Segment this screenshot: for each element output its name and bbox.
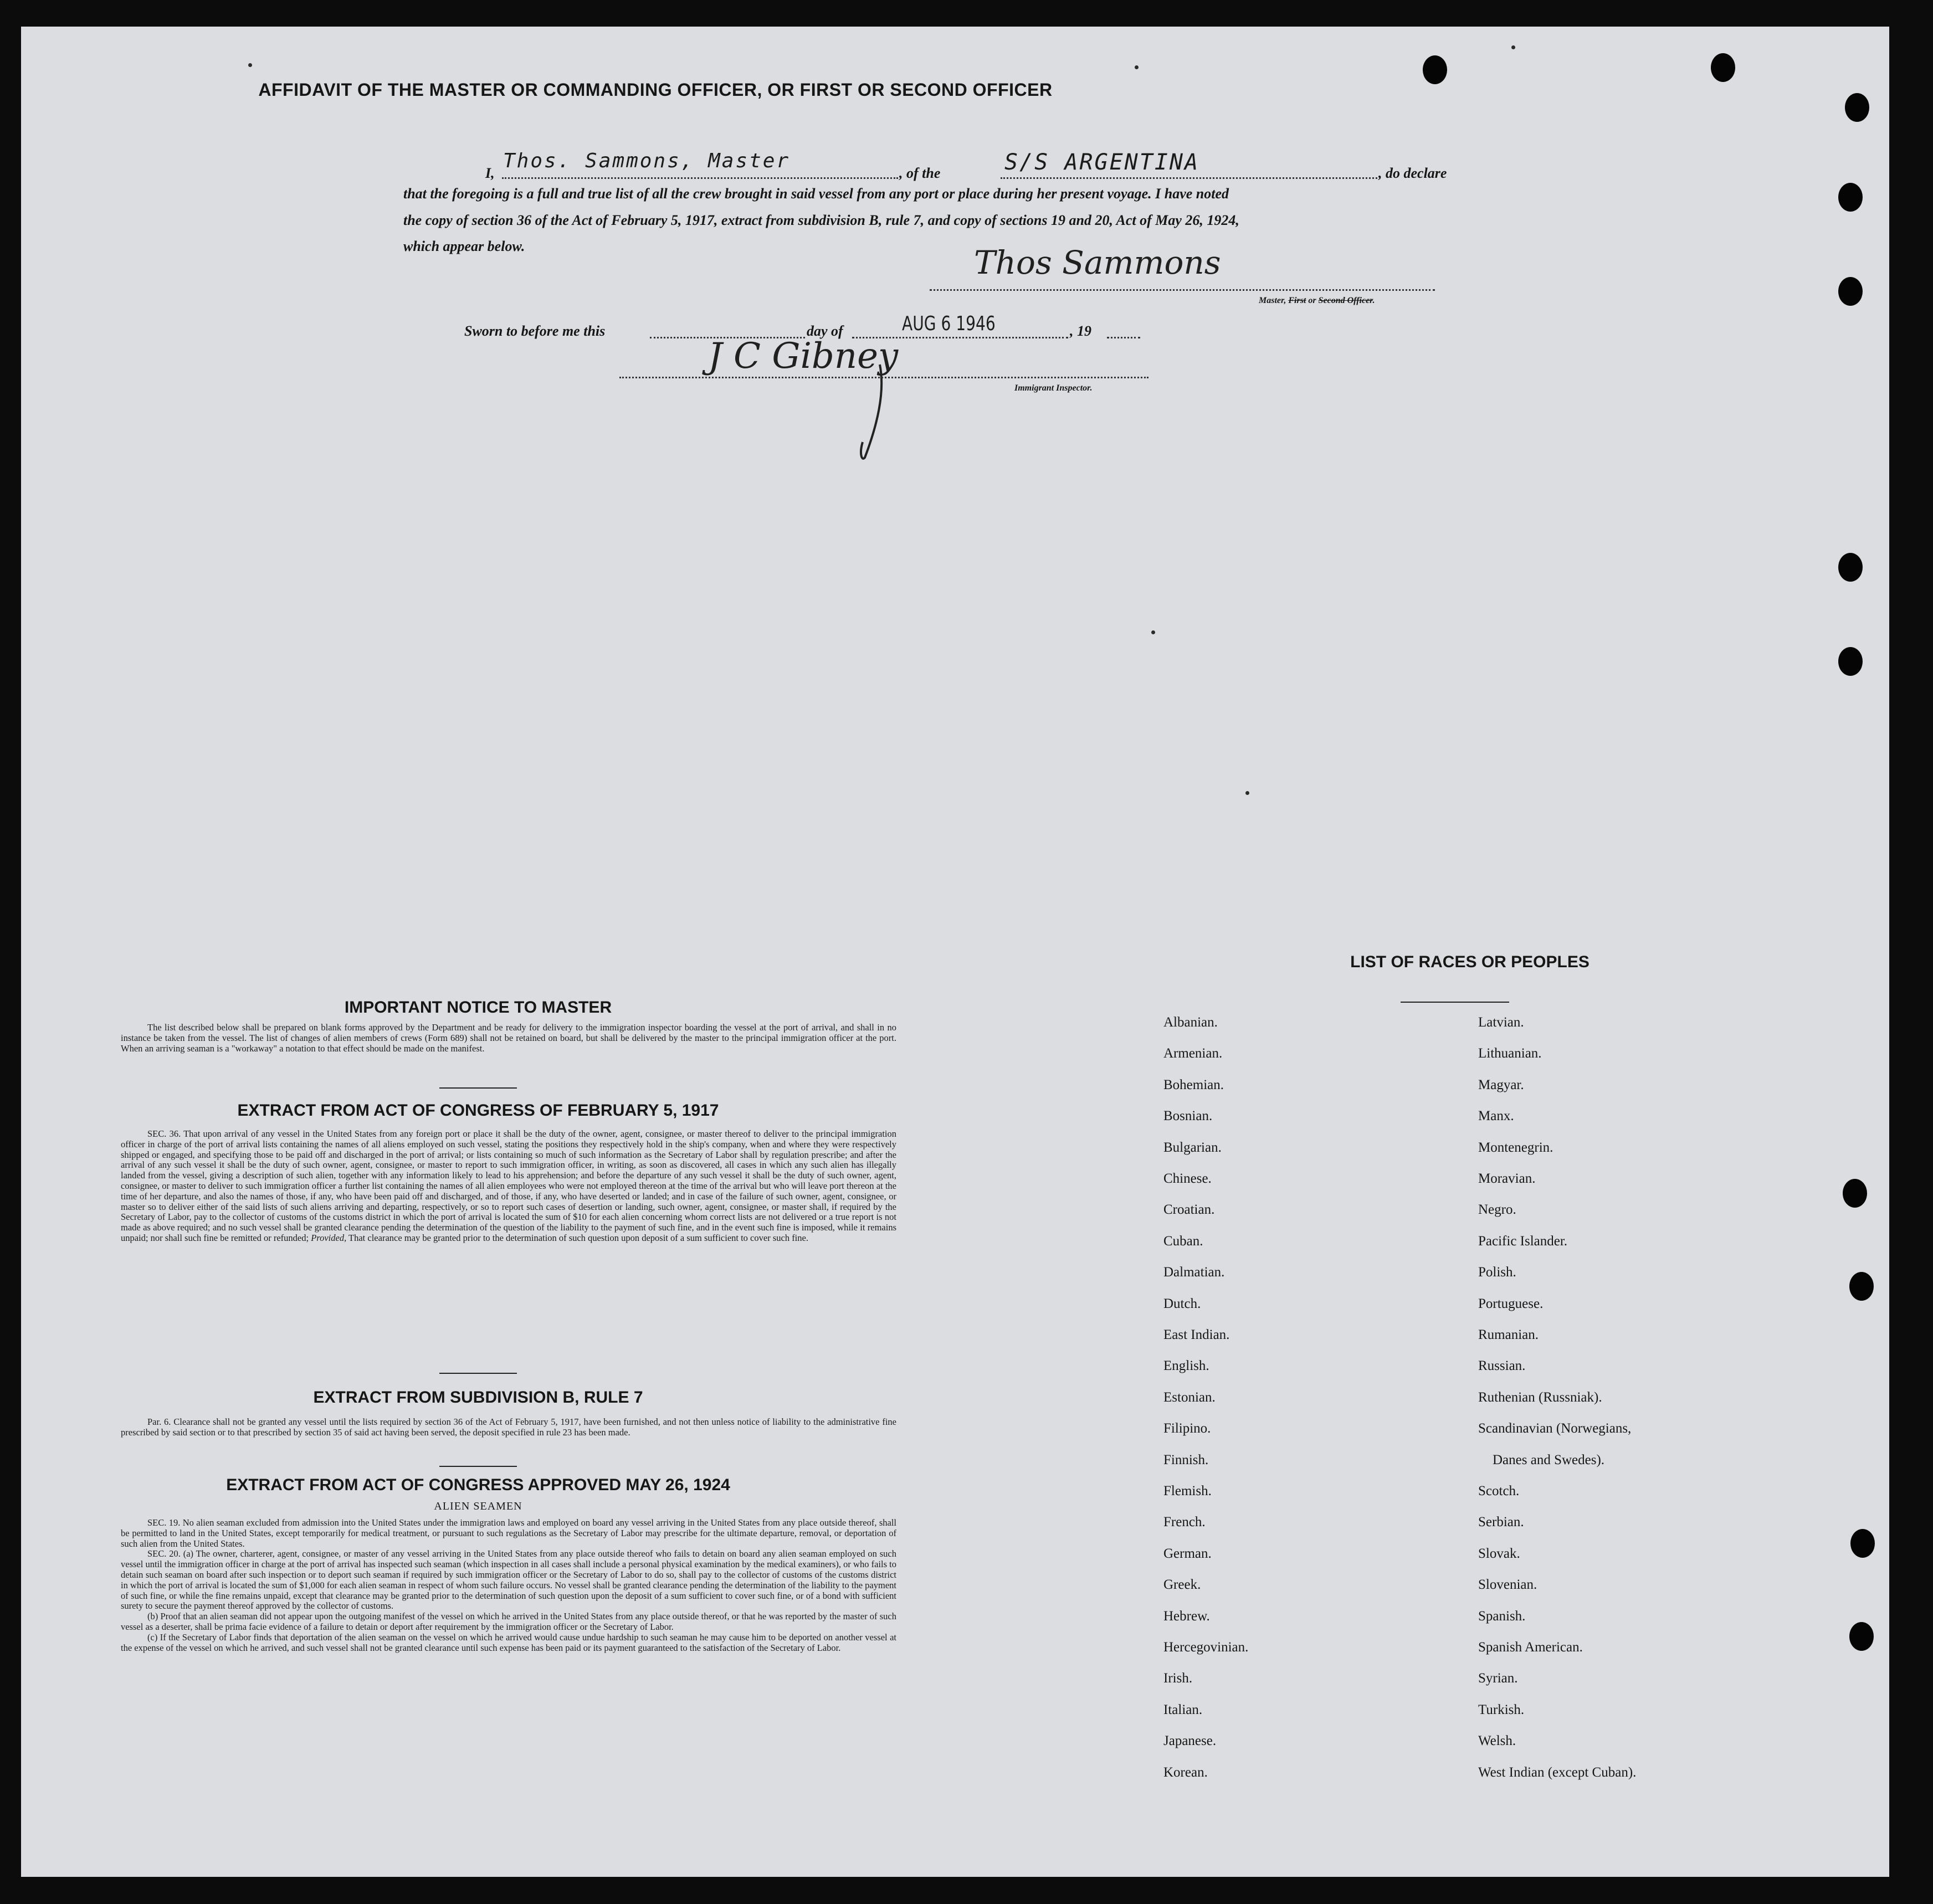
sec36-text: SEC. 36. That upon arrival of any vessel in the United States from any foreign port or place it shall be the duty of the owner, agent, consignee, or master thereof to deliver to the principal immigration officer in charge of the port of arrival lists containing the names of all aliens employed on such vessel, stating the positions they respectively hold in the ship's company, when and where they were respectively shipped or engaged, and specifying those to be paid off and discharged in the port of arrival; or lists containing so much of such information as the Secretary of Labor shall by regulation prescribe; and after the arrival of any such vessel it shall be the duty of such owner, agent, consignee, or master to report to such immigration officer, in writing, as soon as discovered, all cases in which any such alien has illegally landed from the vessel, giving a description of such alien, together with any information likely to lead to his apprehension; and before the departure of any such vessel it shall be the duty of such owner, agent, consignee, or master to deliver to such immigration officer a further list containing the names of all alien employees who were not employed thereon at the time of the arrival but who will leave port thereon at the time of her departure, and also the names of those, if any, who have been paid off and discharged, and of those, if any, who have deserted or landed; and in case of the failure of such owner, agent, consignee, or master so to deliver either of the said lists of such aliens arriving and departing, respectively, or so to report such cases of desertion or landing, such owner, agent, consignee, or master shall, if required by the Secretary of Labor, pay to the collector of customs of the customs district in which the port of arrival is located the sum of $10 for each alien concerning whom correct lists are not delivered or a true report is not made as above required; and no such vessel shall be granted clearance pending the determination of the question of the liability to the payment of such fine, and in the event such fine is imposed, while it remains unpaid; nor shall such fine be remitted or refunded; (121, 1128, 896, 1243)
race-item: Latvian. (1478, 1015, 1524, 1030)
race-item: Hebrew. (1163, 1608, 1210, 1624)
race-item: East Indian. (1163, 1327, 1230, 1342)
punch-hole (1423, 55, 1447, 84)
year-fill-line (1107, 337, 1140, 338)
race-item: Portuguese. (1478, 1296, 1544, 1311)
race-item: Estonian. (1163, 1389, 1216, 1405)
caption-text: . (1372, 296, 1375, 305)
year-prefix: , 19 (1070, 323, 1091, 339)
race-item: Slovak. (1478, 1546, 1520, 1561)
race-item: Ruthenian (Russniak). (1478, 1389, 1602, 1405)
affidavit-title: AFFIDAVIT OF THE MASTER OR COMMANDING OFFICER, OR FIRST OR SECOND OFFICER (258, 80, 1053, 100)
section-divider (439, 1373, 517, 1374)
inspector-signature-line (619, 377, 1148, 378)
declaration-prefix: I, (485, 165, 495, 181)
master-signature-line (930, 289, 1435, 291)
race-item: Serbian. (1478, 1515, 1524, 1530)
extract-1917-body (121, 1129, 896, 1244)
paper-speck (248, 63, 252, 67)
race-item: Hercegovinian. (1163, 1640, 1249, 1655)
race-item: Magyar. (1478, 1077, 1524, 1092)
extract-1924-body (121, 1518, 896, 1653)
race-item: Scandinavian (Norwegians, (1478, 1421, 1632, 1436)
rule7-body (121, 1417, 896, 1438)
race-item: Korean. (1163, 1764, 1208, 1780)
vessel-name-handwritten: S/S ARGENTINA (1004, 150, 1200, 175)
punch-hole (1849, 1272, 1874, 1301)
race-item: Bohemian. (1163, 1077, 1224, 1092)
race-item: Cuban. (1163, 1233, 1203, 1249)
inspector-caption: Immigrant Inspector. (1014, 383, 1093, 393)
race-item: Bosnian. (1163, 1108, 1213, 1124)
race-item: Dalmatian. (1163, 1265, 1225, 1280)
race-item: Montenegrin. (1478, 1140, 1553, 1155)
sec20a-paragraph: SEC. 20. (a) The owner, charterer, agent, consignee, or master of any vessel arriving in the United States from any place outside thereof who fails to detain on board any alien seaman employed on such vessel until the immigration officer in charge at the port of arrival has inspected such seaman (which inspection in all cases shall include a personal physical examination by the medical examiners), or who fails to detain such seaman on board after such inspection or to deport such seaman if required by such immigration officer or the Secretary of Labor to do so, shall pay to the collector of customs of the customs district in which the port of arrival is located the sum of $1,000 for each alien seaman in respect of whom such failure occurs. No vessel shall be granted clearance pending the determination of the liability to the payment of such fine, or while the fine remains unpaid, except that clearance may be granted prior to the determination of such question upon the deposit of a sum sufficient to cover such fine, or of a bond with sufficient surety to secure the payment thereof approved by the collector of customs. (121, 1548, 896, 1612)
day-of-label: day of (807, 323, 843, 339)
punch-hole (1838, 553, 1863, 582)
extract-1917-title: EXTRACT FROM ACT OF CONGRESS OF FEBRUARY 5, 1917 (237, 1101, 719, 1120)
race-item: Albanian. (1163, 1015, 1218, 1030)
punch-hole (1843, 1179, 1867, 1208)
race-item: Rumanian. (1478, 1327, 1539, 1342)
extract-1924-title: EXTRACT FROM ACT OF CONGRESS APPROVED MAY 26, 1924 (226, 1476, 730, 1494)
caption-text: Master, (1259, 296, 1286, 305)
races-title-underline (1401, 1002, 1509, 1003)
inspector-signature-flourish (855, 359, 894, 464)
document-page (21, 27, 1889, 1877)
declaration-text-line: which appear below. (403, 238, 525, 254)
sec20c-paragraph: (c) If the Secretary of Labor finds that deportation of the alien seaman on the vessel on which he arrived would cause undue hardship to such seaman he may cause him to be deported on another vessel at the expense of the vessel on which he arrived, and such vessel shall not be granted clearance until such expense has been paid or its payment guaranteed to the satisfaction of the Secretary of Labor. (121, 1631, 896, 1653)
caption-text: or (1308, 296, 1316, 305)
race-item: Welsh. (1478, 1733, 1516, 1749)
race-item: Syrian. (1478, 1671, 1518, 1686)
race-item: Scotch. (1478, 1484, 1520, 1498)
notice-body (121, 1023, 896, 1054)
races-list-title: LIST OF RACES OR PEOPLES (1350, 953, 1590, 971)
date-stamp: AUG 6 1946 (902, 312, 996, 335)
rule7-paragraph: Par. 6. Clearance shall not be granted any vessel until the lists required by section 36 of the Act of February 5, 1917, have been furnished, and not then unless notice of liability to the administrative fine prescribed by said section or to that prescribed by section 35 of said act having been served, the deposit specified in rule 23 has been made. (121, 1417, 896, 1438)
sec19-paragraph: SEC. 19. No alien seaman excluded from admission into the United States under the immigration laws and employed on board any vessel arriving in the United States from any place outside thereof, shall be permitted to land in the United States, except temporarily for medical treatment, or pursuant to such regulations as the Secretary of Labor may prescribe for the ultimate departure, removal, or deportation of such alien from the United States. (121, 1517, 896, 1549)
name-fill-line (502, 177, 898, 179)
extract-1917-paragraph (121, 1129, 896, 1244)
race-item: Chinese. (1163, 1171, 1212, 1186)
race-item: Russian. (1478, 1358, 1526, 1374)
punch-hole (1849, 1622, 1874, 1651)
race-item: Danes and Swedes). (1493, 1452, 1605, 1467)
race-item: Bulgarian. (1163, 1140, 1222, 1155)
inspector-signature: J C Gibney (708, 336, 899, 377)
master-signature: Thos Sammons (974, 244, 1221, 281)
race-item: Japanese. (1163, 1733, 1217, 1749)
race-item: Negro. (1478, 1202, 1516, 1218)
paper-speck (1245, 791, 1249, 795)
proviso-text: That clearance may be granted prior to the determination of such question upon deposit of a sum sufficient to cover such fine. (348, 1232, 808, 1243)
vessel-fill-line (1001, 177, 1377, 179)
race-item: Filipino. (1163, 1421, 1211, 1436)
alien-seamen-subtitle: ALIEN SEAMEN (434, 1500, 522, 1512)
section-divider (439, 1466, 517, 1467)
punch-hole (1850, 1529, 1875, 1558)
master-name-handwritten: Thos. Sammons, Master (503, 150, 791, 172)
notice-paragraph: The list described below shall be prepared on blank forms approved by the Department and be ready for delivery to the immigration inspector boarding the vessel at the port of arrival, and shall in no instance be taken from the vessel. The list of changes of alien members of crews (Form 689) shall not be retained on board, but shall be delivered by the master to the principal immigration officer at the port. When an arriving seaman is a "workaway" a notation to that effect should be made on the manifest. (121, 1022, 896, 1054)
race-item: Armenian. (1163, 1046, 1223, 1061)
rule7-title: EXTRACT FROM SUBDIVISION B, RULE 7 (313, 1388, 643, 1407)
proviso-word: Provided, (311, 1232, 347, 1243)
do-declare-label: , do declare (1378, 165, 1447, 181)
race-item: Slovenian. (1478, 1577, 1537, 1593)
race-item: Finnish. (1163, 1452, 1209, 1467)
race-item: West Indian (except Cuban). (1478, 1764, 1637, 1780)
race-item: French. (1163, 1515, 1206, 1530)
race-item: Pacific Islander. (1478, 1233, 1568, 1249)
section-divider (439, 1087, 517, 1089)
punch-hole (1838, 277, 1863, 306)
race-item: Moravian. (1478, 1171, 1536, 1186)
race-item: Lithuanian. (1478, 1046, 1542, 1061)
punch-hole (1838, 647, 1863, 676)
race-item: Spanish American. (1478, 1640, 1583, 1655)
race-item: Italian. (1163, 1702, 1203, 1717)
race-item: Manx. (1478, 1108, 1514, 1124)
master-signature-caption (1259, 296, 1375, 306)
declaration-text-line: the copy of section 36 of the Act of February 5, 1917, extract from subdivision B, rule 7, and copy of sections 19 and 20, Act of May 26, 1924, (403, 212, 1239, 228)
race-item: Greek. (1163, 1577, 1201, 1593)
race-item: Polish. (1478, 1265, 1516, 1280)
race-item: English. (1163, 1358, 1209, 1374)
race-item: Dutch. (1163, 1296, 1201, 1311)
race-item: German. (1163, 1546, 1212, 1561)
race-item: Irish. (1163, 1671, 1193, 1686)
caption-struck-text: Second Officer (1318, 296, 1373, 305)
sec20b-paragraph: (b) Proof that an alien seaman did not appear upon the outgoing manifest of the vessel on which he arrived in the United States from any place outside thereof, or that he was reported by the master of such vessel as a deserter, shall be prima facie evidence of a failure to detain or deport after requirement by the immigration officer or the Secretary of Labor. (121, 1611, 896, 1632)
race-item: Spanish. (1478, 1608, 1526, 1624)
paper-speck (1135, 65, 1139, 69)
race-item: Flemish. (1163, 1484, 1212, 1498)
paper-speck (1151, 630, 1155, 634)
punch-hole (1838, 183, 1863, 212)
race-item: Turkish. (1478, 1702, 1525, 1717)
race-item: Croatian. (1163, 1202, 1215, 1218)
declaration-text-line: that the foregoing is a full and true list of all the crew brought in said vessel from any port or place during her present voyage. I have noted (403, 186, 1229, 202)
sworn-text: Sworn to before me this (464, 323, 606, 339)
punch-hole (1845, 93, 1869, 122)
caption-struck-text: First (1288, 296, 1306, 305)
paper-speck (1511, 45, 1515, 49)
punch-hole (1711, 53, 1735, 82)
notice-title: IMPORTANT NOTICE TO MASTER (344, 998, 612, 1017)
of-the-label: , of the (899, 165, 941, 181)
